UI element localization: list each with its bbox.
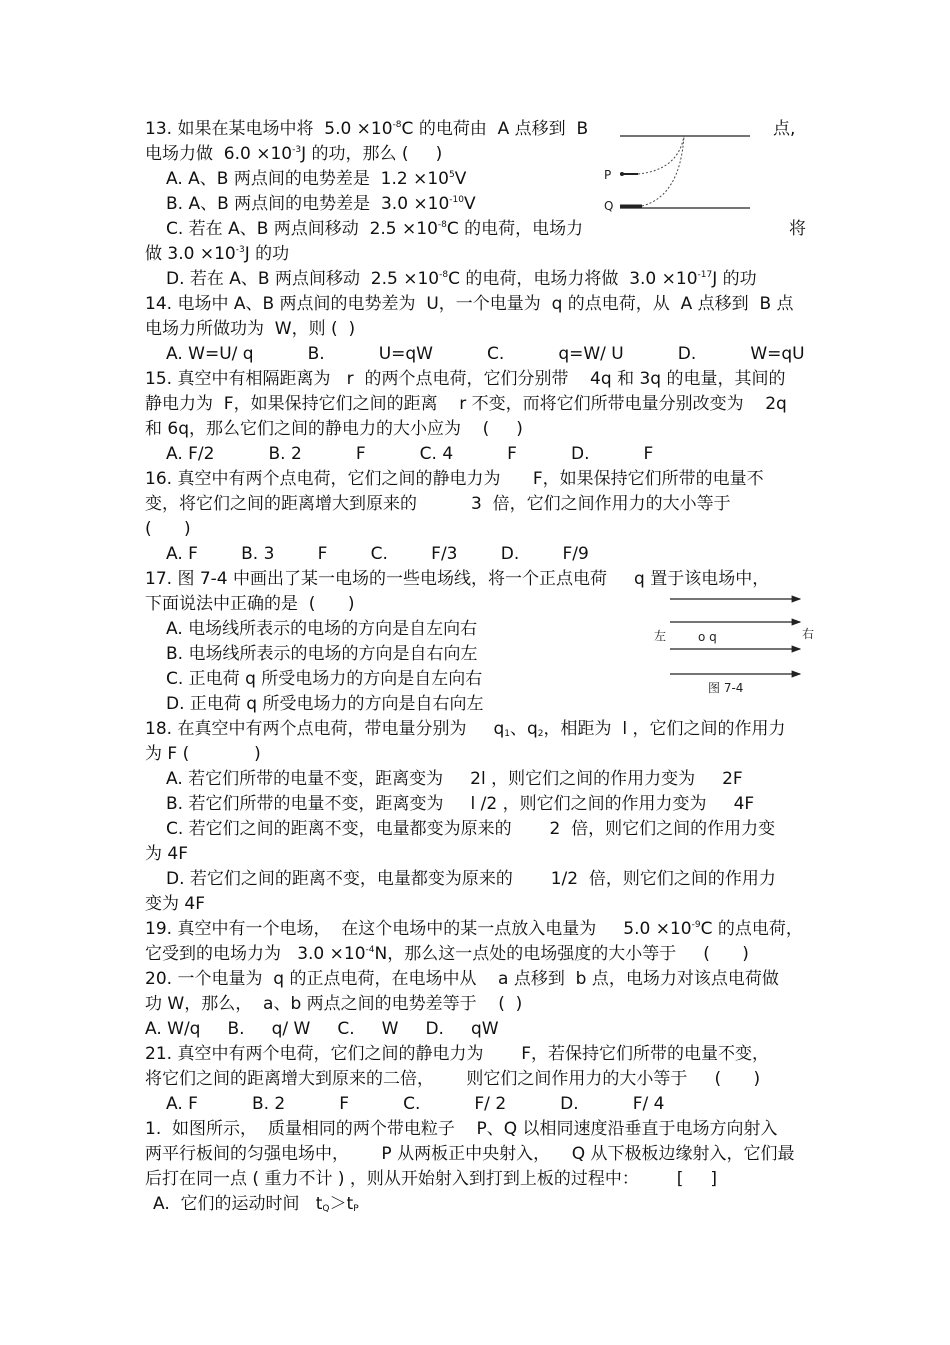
option-line: A. 它们的运动时间 $t_Q>t_P$ [153, 1194, 359, 1214]
text-line: 17. 图 7-4 中画出了某一电场的一些电场线，将一个正点电荷 q 置于该电场中， [145, 569, 770, 589]
particle-p [620, 172, 624, 176]
text-line: 电场力做 $6.0 \times 10^{-3}J$ 的功，那么 ( ) [145, 144, 443, 164]
option-line: A. W=U/ q B. U=qW C. q=W/ U D. W=qU [166, 344, 805, 364]
option-line: C. 若它们之间的距离不变，电量都变为原来的 2 倍，则它们之间的作用力变 [166, 819, 776, 839]
text-line: 电场力所做功为 W，则 ( ) [145, 319, 356, 339]
option-line: D. 若它们之间的距离不变，电量都变为原来的 1/2 倍，则它们之间的作用力 [166, 869, 776, 889]
option-line: B. 若它们所带的电量不变，距离变为 l /2 ，则它们之间的作用力变为 4F [166, 794, 755, 814]
text-line: 两平行板间的匀强电场中， P 从两板正中央射入， Q 从下极板边缘射入，它们最 [145, 1144, 795, 1164]
text-line: 下面说法中正确的是 ( ) [145, 594, 355, 614]
text-line: 和 6q，那么它们之间的静电力的大小应为 ( ) [145, 419, 523, 439]
option-line: B. 电场线所表示的电场的方向是自右向左 [166, 644, 478, 664]
field-lines-figure [650, 590, 820, 700]
option-line: A. 若它们所带的电量不变，距离变为 2l ，则它们之间的作用力变为 2F [166, 769, 743, 789]
text-line: 18. 在真空中有两个点电荷，带电量分别为 $q_1$、$q_2$，相距为 l ，它们之间的作用力 [145, 719, 786, 739]
option-line: A. F B. 3 F C. F/3 D. F/9 [166, 544, 589, 564]
trajectory-q [642, 136, 684, 206]
text-line: 将 [789, 219, 806, 239]
label-left: 左 [654, 629, 667, 643]
label-p: P [604, 168, 612, 182]
text-line: 为 4F [145, 844, 188, 864]
figure-caption: 图 7-4 [708, 681, 744, 695]
option-line: A. A、B 两点间的电势差是 $1.2 \times 10^5V$ [166, 169, 467, 189]
text-line: 后打在同一点 ( 重力不计 ) ，则从开始射入到打到上板的过程中： [ ] [145, 1169, 717, 1189]
option-line: A. 电场线所表示的电场的方向是自左向右 [166, 619, 478, 639]
trajectory-p [638, 136, 684, 174]
option-line: A. F/2 B. 2 F C. 4 F D. F [166, 444, 654, 464]
text-line: 20. 一个电量为 q 的正点电荷，在电场中从 a 点移到 b 点，电场力对该点电荷做 [145, 969, 779, 989]
label-right: 右 [802, 627, 815, 641]
text-line: 变，将它们之间的距离增大到原来的 3 倍，它们之间作用力的大小等于 [145, 494, 731, 514]
text-line: 16. 真空中有两个点电荷，它们之间的静电力为 F，如果保持它们所带的电量不 [145, 469, 764, 489]
parallel-plates-figure [598, 118, 758, 220]
option-line: A. W/q B. q/ W C. W D. qW [145, 1019, 499, 1039]
text-line: 它受到的电场力为 $3.0 \times 10^{-4}N$，那么这一点处的电场强度的大小等于 ( ) [145, 944, 749, 964]
text-line: 21. 真空中有两个电荷，它们之间的静电力为 F，若保持它们所带的电量不变， [145, 1044, 770, 1064]
text-line: 静电力为 F，如果保持它们之间的距离 r 不变，而将它们所带电量分别改变为 2q [145, 394, 787, 414]
option-line: C. 正电荷 q 所受电场力的方向是自左向右 [166, 669, 483, 689]
text-line: 为 F ( ) [145, 744, 261, 764]
text-line: 15. 真空中有相隔距离为 r 的两个点电荷，它们分别带 4q 和 3q 的电量，其间的 [145, 369, 786, 389]
option-line: D. 正电荷 q 所受电场力的方向是自右向左 [166, 694, 484, 714]
text-line: ( ) [145, 519, 191, 539]
text-line: 将它们之间的距离增大到原来的二倍， 则它们之间作用力的大小等于 ( ) [145, 1069, 761, 1089]
text-line: 变为 4F [145, 894, 205, 914]
option-line: A. F B. 2 F C. F/ 2 D. F/ 4 [166, 1094, 665, 1114]
text-line: 点, [773, 119, 796, 139]
option-line: B. A、B 两点间的电势差是 $3.0 \times 10^{-10}V$ [166, 194, 476, 214]
option-line: D. 若在 A、B 两点间移动 $2.5 \times 10^{-8}C$ 的电荷，电场力将做 $3.0 \times 10^{-17}J$ 的功 [166, 269, 757, 289]
text-line: 做 $3.0 \times 10^{-3}J$ 的功 [145, 244, 290, 264]
text-line: 19. 真空中有一个电场， 在这个电场中的某一点放入电量为 $5.0 \times 10^{-9}C$ 的点电荷， [145, 919, 803, 939]
text-line: 1. 如图所示， 质量相同的两个带电粒子 P、Q 以相同速度沿垂直于电场方向射入 [145, 1119, 778, 1139]
text-line: 功 W，那么， a、b 两点之间的电势差等于 ( ) [145, 994, 523, 1014]
label-q: Q [604, 199, 614, 213]
text-line: 14. 电场中 A、B 两点间的电势差为 U，一个电量为 q 的点电荷，从 A 点移到 B 点 [145, 294, 794, 314]
charge-q: o q [698, 630, 717, 644]
option-line: C. 若在 A、B 两点间移动 $2.5 \times 10^{-8}C$ 的电荷，电场力 [166, 219, 584, 239]
text-line: 13. 如果在某电场中将 $5.0 \times 10^{-8}C$ 的电荷由 A 点移到 B [145, 119, 589, 139]
